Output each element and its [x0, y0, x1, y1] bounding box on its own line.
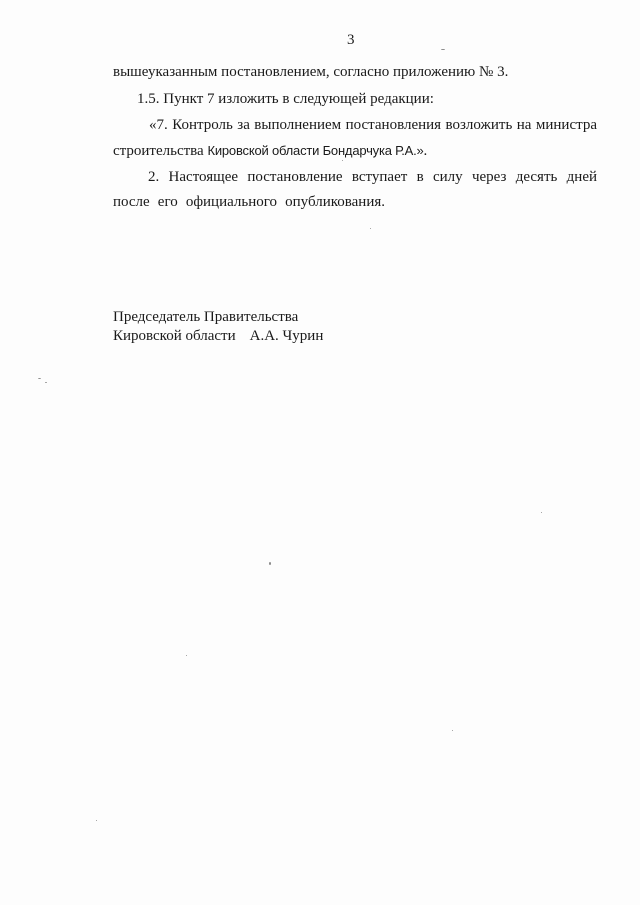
page-number: 3	[347, 32, 355, 48]
item-2-first-line: 2. Настоящее постановление вступает в силу через десять дней	[148, 169, 597, 185]
signature-title-line-1: Председатель Правительства	[113, 309, 299, 325]
scan-speck	[96, 820, 97, 821]
scan-speck	[45, 382, 47, 383]
scan-speck	[541, 512, 542, 513]
continuation-paragraph: вышеуказанным постановлением, согласно приложению № 3.	[113, 64, 509, 80]
item-7-second-line-start: строительства	[113, 143, 208, 159]
item-7-first-line: «7. Контроль за выполнением постановления возложить на министра	[149, 117, 597, 133]
item-7-handwritten-insert: Кировской области Бондарчука Р.А.»	[207, 143, 424, 158]
scan-speck	[370, 228, 371, 229]
scan-speck	[342, 160, 343, 161]
item-1-5-paragraph: 1.5. Пункт 7 изложить в следующей редакции:	[137, 91, 434, 107]
signature-region: Кировской области	[113, 328, 236, 344]
signature-name: А.А. Чурин	[249, 328, 324, 344]
scan-speck	[441, 49, 445, 50]
scan-speck	[38, 378, 41, 379]
item-2-second-line: после его официального опубликования.	[113, 194, 385, 210]
item-7-second-line-end: .	[423, 143, 428, 159]
signature-title-line-2	[113, 327, 323, 345]
scan-speck	[452, 730, 453, 731]
item-7-second-line	[113, 142, 427, 160]
scan-speck	[186, 655, 187, 656]
scan-speck	[269, 562, 271, 565]
